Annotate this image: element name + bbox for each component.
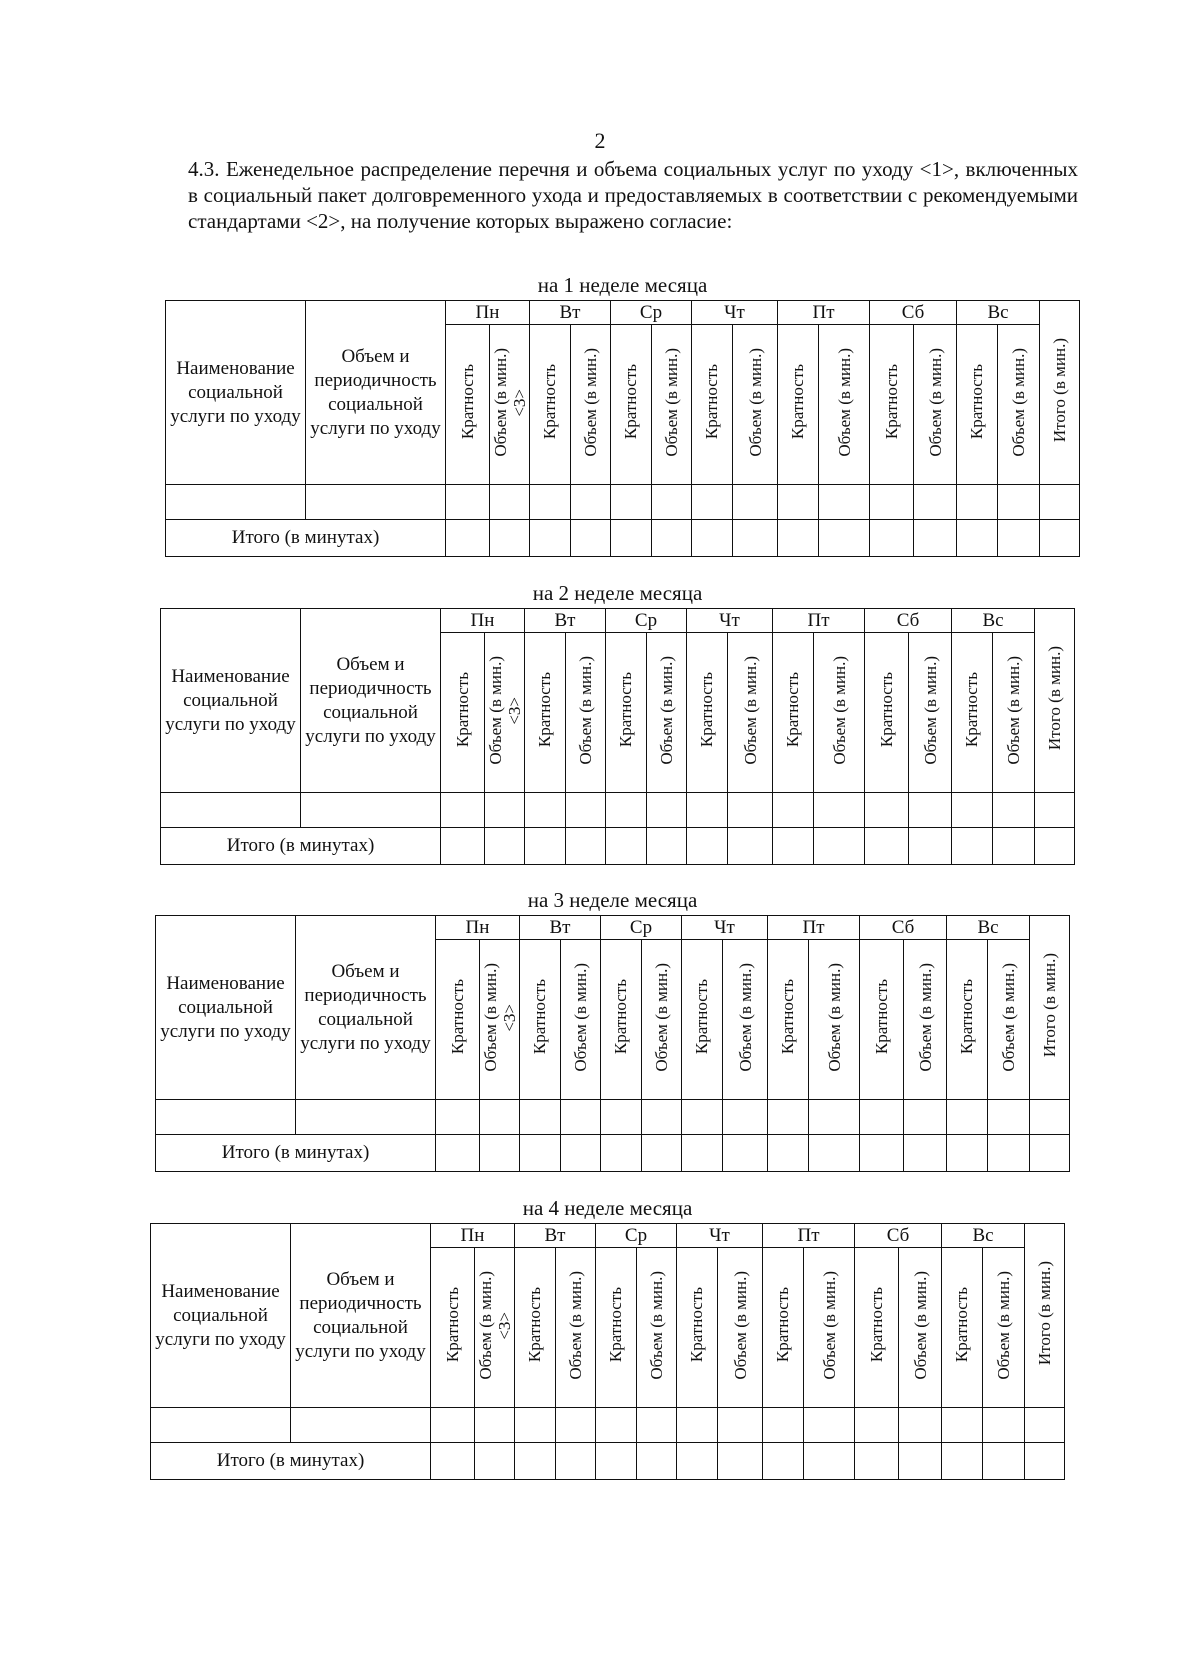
subheader-frequency: Кратность (768, 940, 809, 1100)
day-header-sat: Сб (865, 609, 952, 633)
day-header-fri: Пт (763, 1224, 855, 1248)
value-cell[interactable] (647, 793, 687, 828)
week-title-3: на 3 неделе месяца (527, 888, 698, 912)
column-header-total-minutes: Итого (в мин.) (1040, 301, 1080, 485)
total-value-cell[interactable] (566, 828, 606, 865)
value-cell[interactable] (942, 1408, 983, 1443)
subheader-frequency: Кратность (763, 1248, 804, 1408)
day-header-mon: Пн (431, 1224, 515, 1248)
total-value-cell[interactable] (647, 828, 687, 865)
total-value-cell[interactable] (596, 1443, 637, 1480)
subheader-volume-minutes: Объем (в мин.) (718, 1248, 763, 1408)
total-value-cell[interactable] (687, 828, 728, 865)
subheader-frequency: Кратность (682, 940, 723, 1100)
value-cell[interactable] (778, 485, 819, 520)
column-header-volume-periodicity: Объем и периодичность социальной услуги по уходу (301, 609, 441, 793)
total-value-cell[interactable] (804, 1443, 855, 1480)
day-header-fri: Пт (778, 301, 870, 325)
subheader-volume-minutes: Объем (в мин.) (723, 940, 768, 1100)
total-value-cell[interactable] (1035, 828, 1075, 865)
total-value-cell[interactable] (763, 1443, 804, 1480)
value-cell[interactable] (485, 793, 525, 828)
total-value-cell[interactable] (988, 1135, 1030, 1172)
column-header-volume-periodicity: Объем и периодичность социальной услуги по уходу (306, 301, 446, 485)
subheader-volume-minutes: Объем (в мин.) (988, 940, 1030, 1100)
total-value-cell[interactable] (606, 828, 647, 865)
day-header-tue: Вт (530, 301, 611, 325)
column-header-total-minutes: Итого (в мин.) (1025, 1224, 1065, 1408)
value-cell[interactable] (566, 793, 606, 828)
volume-periodicity-cell[interactable] (296, 1100, 436, 1135)
week-block-3 (155, 885, 1070, 1172)
day-header-mon: Пн (436, 916, 520, 940)
value-cell[interactable] (515, 1408, 556, 1443)
value-cell[interactable] (475, 1408, 515, 1443)
week-table (165, 300, 1080, 557)
total-value-cell[interactable] (431, 1443, 475, 1480)
column-header-total-minutes: Итого (в мин.) (1030, 916, 1070, 1100)
subheader-frequency: Кратность (520, 940, 561, 1100)
total-value-cell[interactable] (983, 1443, 1025, 1480)
value-cell[interactable] (957, 485, 998, 520)
value-cell[interactable] (687, 793, 728, 828)
value-cell[interactable] (993, 793, 1035, 828)
value-cell[interactable] (436, 1100, 480, 1135)
subheader-frequency: Кратность (596, 1248, 637, 1408)
total-value-cell[interactable] (952, 828, 993, 865)
subheader-volume-minutes: Объем (в мин.) (819, 325, 870, 485)
section-intro-paragraph: 4.3. Еженедельное распределение перечня и объема социальных услуг по уходу <1>, включенных в социальный пакет долговременного ухода и предоставляемых в соответствии с рекомендуемыми стандартами <2>, на получение которых выражено согласие: (188, 157, 1078, 233)
subheader-volume-minutes: Объем (в мин.) (637, 1248, 677, 1408)
value-cell[interactable] (768, 1100, 809, 1135)
subheader-volume-minutes: Объем (в мин.) <3> (485, 633, 525, 793)
total-value-cell[interactable] (642, 1135, 682, 1172)
day-header-wed: Ср (596, 1224, 677, 1248)
subheader-frequency: Кратность (687, 633, 728, 793)
total-value-cell[interactable] (718, 1443, 763, 1480)
value-cell[interactable] (1030, 1100, 1070, 1135)
total-minutes-label: Итого (в минутах) (156, 1135, 436, 1172)
value-cell[interactable] (952, 793, 993, 828)
column-header-volume-periodicity: Объем и периодичность социальной услуги по уходу (296, 916, 436, 1100)
value-cell[interactable] (804, 1408, 855, 1443)
subheader-volume-minutes: Объем (в мин.) (647, 633, 687, 793)
service-name-cell[interactable] (166, 485, 306, 520)
total-value-cell[interactable] (957, 520, 998, 557)
subheader-frequency: Кратность (957, 325, 998, 485)
total-value-cell[interactable] (571, 520, 611, 557)
day-header-sat: Сб (860, 916, 947, 940)
value-cell[interactable] (814, 793, 865, 828)
subheader-frequency: Кратность (515, 1248, 556, 1408)
value-cell[interactable] (819, 485, 870, 520)
subheader-volume-minutes: Объем (в мин.) (804, 1248, 855, 1408)
total-value-cell[interactable] (942, 1443, 983, 1480)
subheader-volume-minutes: Объем (в мин.) (733, 325, 778, 485)
total-value-cell[interactable] (677, 1443, 718, 1480)
subheader-volume-minutes: Объем (в мин.) (814, 633, 865, 793)
column-header-service-name: Наименование социальной услуги по уходу (151, 1224, 291, 1408)
total-value-cell[interactable] (909, 828, 952, 865)
day-header-sun: Вс (952, 609, 1035, 633)
value-cell[interactable] (692, 485, 733, 520)
value-cell[interactable] (490, 485, 530, 520)
value-cell[interactable] (773, 793, 814, 828)
value-cell[interactable] (525, 793, 566, 828)
total-value-cell[interactable] (475, 1443, 515, 1480)
value-cell[interactable] (1035, 793, 1075, 828)
value-cell[interactable] (947, 1100, 988, 1135)
subheader-volume-minutes: Объем (в мин.) (904, 940, 947, 1100)
week-title-2: на 2 неделе месяца (532, 581, 703, 605)
subheader-frequency: Кратность (431, 1248, 475, 1408)
value-cell[interactable] (556, 1408, 596, 1443)
value-cell[interactable] (520, 1100, 561, 1135)
value-cell[interactable] (571, 485, 611, 520)
subheader-frequency: Кратность (677, 1248, 718, 1408)
column-header-volume-periodicity: Объем и периодичность социальной услуги по уходу (291, 1224, 431, 1408)
service-name-cell[interactable] (151, 1408, 291, 1443)
value-cell[interactable] (909, 793, 952, 828)
total-value-cell[interactable] (1040, 520, 1080, 557)
total-value-cell[interactable] (611, 520, 652, 557)
subheader-volume-minutes: Объем (в мин.) (899, 1248, 942, 1408)
subheader-volume-minutes: Объем (в мин.) (571, 325, 611, 485)
total-value-cell[interactable] (728, 828, 773, 865)
value-cell[interactable] (637, 1408, 677, 1443)
value-cell[interactable] (723, 1100, 768, 1135)
subheader-volume-minutes: Объем (в мин.) <3> (475, 1248, 515, 1408)
day-header-thu: Чт (682, 916, 768, 940)
total-value-cell[interactable] (819, 520, 870, 557)
day-header-tue: Вт (520, 916, 601, 940)
day-header-mon: Пн (441, 609, 525, 633)
value-cell[interactable] (682, 1100, 723, 1135)
total-value-cell[interactable] (899, 1443, 942, 1480)
value-cell[interactable] (652, 485, 692, 520)
subheader-volume-minutes: Объем (в мин.) (642, 940, 682, 1100)
total-value-cell[interactable] (561, 1135, 601, 1172)
subheader-frequency: Кратность (525, 633, 566, 793)
page-number: 2 (594, 128, 606, 153)
subheader-frequency: Кратность (611, 325, 652, 485)
subheader-volume-minutes: Объем (в мин.) (993, 633, 1035, 793)
day-header-wed: Ср (611, 301, 692, 325)
value-cell[interactable] (431, 1408, 475, 1443)
total-value-cell[interactable] (1025, 1443, 1065, 1480)
total-value-cell[interactable] (855, 1443, 899, 1480)
total-value-cell[interactable] (733, 520, 778, 557)
value-cell[interactable] (1040, 485, 1080, 520)
day-header-sat: Сб (870, 301, 957, 325)
week-title-4: на 4 неделе месяца (522, 1196, 693, 1220)
subheader-frequency: Кратность (601, 940, 642, 1100)
total-value-cell[interactable] (723, 1135, 768, 1172)
day-header-thu: Чт (692, 301, 778, 325)
value-cell[interactable] (601, 1100, 642, 1135)
subheader-frequency: Кратность (942, 1248, 983, 1408)
subheader-frequency: Кратность (441, 633, 485, 793)
total-value-cell[interactable] (998, 520, 1040, 557)
value-cell[interactable] (988, 1100, 1030, 1135)
value-cell[interactable] (561, 1100, 601, 1135)
week-table (155, 915, 1070, 1172)
subheader-volume-minutes: Объем (в мин.) (728, 633, 773, 793)
value-cell[interactable] (870, 485, 914, 520)
value-cell[interactable] (728, 793, 773, 828)
total-value-cell[interactable] (773, 828, 814, 865)
value-cell[interactable] (865, 793, 909, 828)
total-value-cell[interactable] (490, 520, 530, 557)
value-cell[interactable] (611, 485, 652, 520)
value-cell[interactable] (480, 1100, 520, 1135)
week-block-4 (150, 1193, 1065, 1480)
total-value-cell[interactable] (814, 828, 865, 865)
total-minutes-label: Итого (в минутах) (151, 1443, 431, 1480)
day-header-tue: Вт (515, 1224, 596, 1248)
value-cell[interactable] (983, 1408, 1025, 1443)
week-table (160, 608, 1075, 865)
subheader-volume-minutes: Объем (в мин.) <3> (480, 940, 520, 1100)
subheader-frequency: Кратность (952, 633, 993, 793)
day-header-sat: Сб (855, 1224, 942, 1248)
total-value-cell[interactable] (485, 828, 525, 865)
value-cell[interactable] (441, 793, 485, 828)
subheader-volume-minutes: Объем (в мин.) (909, 633, 952, 793)
subheader-volume-minutes: Объем (в мин.) (652, 325, 692, 485)
total-value-cell[interactable] (947, 1135, 988, 1172)
total-value-cell[interactable] (768, 1135, 809, 1172)
total-value-cell[interactable] (993, 828, 1035, 865)
subheader-frequency: Кратность (855, 1248, 899, 1408)
week-title-1: на 1 неделе месяца (537, 273, 708, 297)
total-value-cell[interactable] (556, 1443, 596, 1480)
subheader-volume-minutes: Объем (в мин.) (914, 325, 957, 485)
value-cell[interactable] (596, 1408, 637, 1443)
total-value-cell[interactable] (865, 828, 909, 865)
column-header-service-name: Наименование социальной услуги по уходу (166, 301, 306, 485)
subheader-frequency: Кратность (436, 940, 480, 1100)
day-header-sun: Вс (947, 916, 1030, 940)
value-cell[interactable] (855, 1408, 899, 1443)
day-header-thu: Чт (687, 609, 773, 633)
subheader-volume-minutes: Объем (в мин.) (809, 940, 860, 1100)
day-header-mon: Пн (446, 301, 530, 325)
value-cell[interactable] (446, 485, 490, 520)
total-value-cell[interactable] (1030, 1135, 1070, 1172)
week-table (150, 1223, 1065, 1480)
total-value-cell[interactable] (778, 520, 819, 557)
value-cell[interactable] (606, 793, 647, 828)
service-name-cell[interactable] (156, 1100, 296, 1135)
value-cell[interactable] (860, 1100, 904, 1135)
volume-periodicity-cell[interactable] (291, 1408, 431, 1443)
total-value-cell[interactable] (601, 1135, 642, 1172)
day-header-fri: Пт (768, 916, 860, 940)
total-minutes-label: Итого (в минутах) (166, 520, 446, 557)
total-value-cell[interactable] (870, 520, 914, 557)
total-value-cell[interactable] (809, 1135, 860, 1172)
week-block-1 (165, 270, 1080, 557)
value-cell[interactable] (718, 1408, 763, 1443)
value-cell[interactable] (677, 1408, 718, 1443)
subheader-volume-minutes: Объем (в мин.) <3> (490, 325, 530, 485)
column-header-total-minutes: Итого (в мин.) (1035, 609, 1075, 793)
subheader-volume-minutes: Объем (в мин.) (556, 1248, 596, 1408)
subheader-frequency: Кратность (530, 325, 571, 485)
value-cell[interactable] (1025, 1408, 1065, 1443)
total-value-cell[interactable] (520, 1135, 561, 1172)
value-cell[interactable] (642, 1100, 682, 1135)
column-header-service-name: Наименование социальной услуги по уходу (156, 916, 296, 1100)
value-cell[interactable] (733, 485, 778, 520)
day-header-sun: Вс (942, 1224, 1025, 1248)
total-value-cell[interactable] (480, 1135, 520, 1172)
subheader-volume-minutes: Объем (в мин.) (983, 1248, 1025, 1408)
total-minutes-label: Итого (в минутах) (161, 828, 441, 865)
total-value-cell[interactable] (682, 1135, 723, 1172)
value-cell[interactable] (763, 1408, 804, 1443)
total-value-cell[interactable] (436, 1135, 480, 1172)
total-value-cell[interactable] (914, 520, 957, 557)
subheader-volume-minutes: Объем (в мин.) (566, 633, 606, 793)
total-value-cell[interactable] (441, 828, 485, 865)
column-header-service-name: Наименование социальной услуги по уходу (161, 609, 301, 793)
total-value-cell[interactable] (860, 1135, 904, 1172)
total-value-cell[interactable] (515, 1443, 556, 1480)
total-value-cell[interactable] (692, 520, 733, 557)
value-cell[interactable] (899, 1408, 942, 1443)
subheader-frequency: Кратность (778, 325, 819, 485)
subheader-frequency: Кратность (446, 325, 490, 485)
day-header-wed: Ср (601, 916, 682, 940)
total-value-cell[interactable] (525, 828, 566, 865)
service-name-cell[interactable] (161, 793, 301, 828)
value-cell[interactable] (809, 1100, 860, 1135)
total-value-cell[interactable] (904, 1135, 947, 1172)
value-cell[interactable] (998, 485, 1040, 520)
day-header-sun: Вс (957, 301, 1040, 325)
week-block-2 (160, 578, 1075, 865)
subheader-volume-minutes: Объем (в мин.) (998, 325, 1040, 485)
subheader-frequency: Кратность (870, 325, 914, 485)
subheader-frequency: Кратность (606, 633, 647, 793)
total-value-cell[interactable] (637, 1443, 677, 1480)
day-header-thu: Чт (677, 1224, 763, 1248)
volume-periodicity-cell[interactable] (306, 485, 446, 520)
value-cell[interactable] (530, 485, 571, 520)
day-header-tue: Вт (525, 609, 606, 633)
subheader-frequency: Кратность (773, 633, 814, 793)
subheader-frequency: Кратность (947, 940, 988, 1100)
subheader-frequency: Кратность (865, 633, 909, 793)
total-value-cell[interactable] (652, 520, 692, 557)
day-header-wed: Ср (606, 609, 687, 633)
value-cell[interactable] (914, 485, 957, 520)
total-value-cell[interactable] (446, 520, 490, 557)
value-cell[interactable] (904, 1100, 947, 1135)
subheader-frequency: Кратность (860, 940, 904, 1100)
total-value-cell[interactable] (530, 520, 571, 557)
day-header-fri: Пт (773, 609, 865, 633)
subheader-frequency: Кратность (692, 325, 733, 485)
volume-periodicity-cell[interactable] (301, 793, 441, 828)
subheader-volume-minutes: Объем (в мин.) (561, 940, 601, 1100)
